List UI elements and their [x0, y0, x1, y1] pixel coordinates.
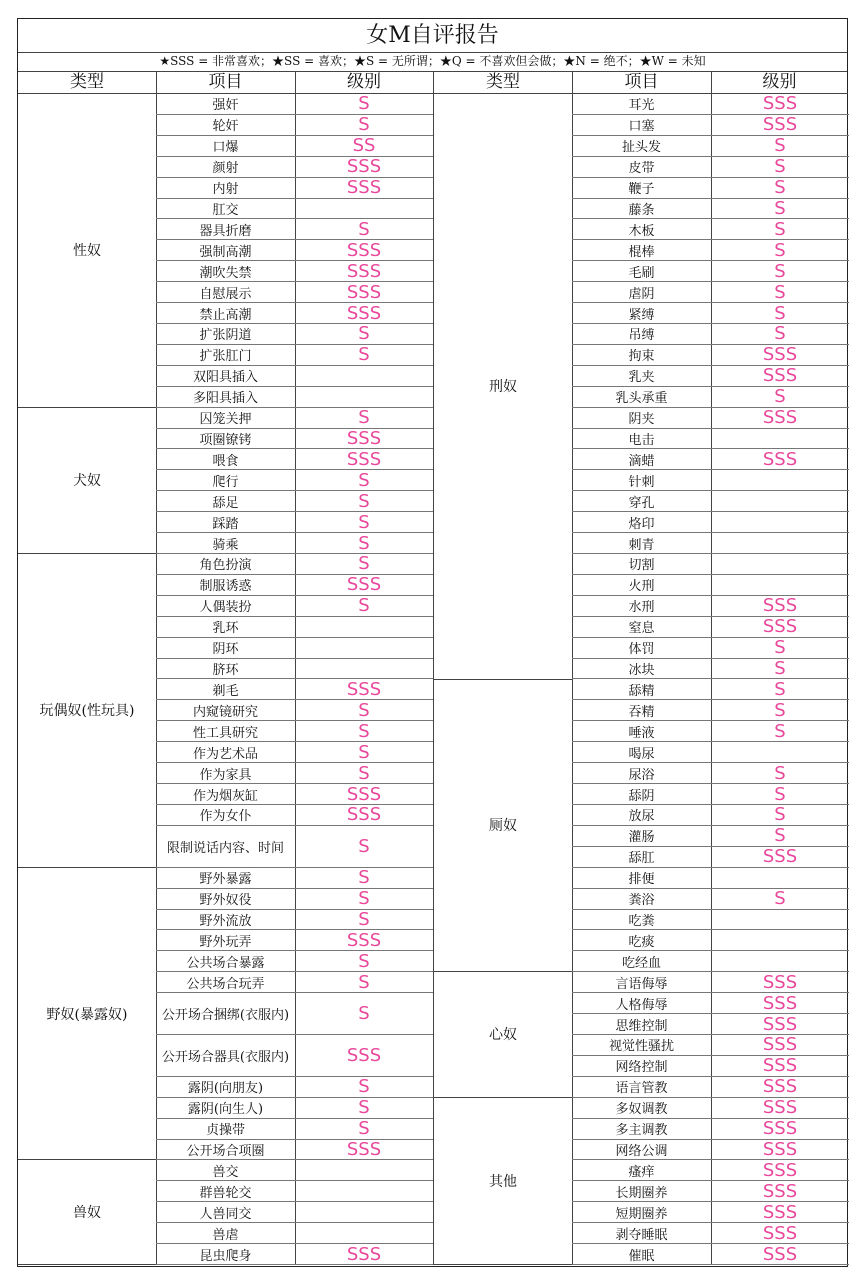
category-label: 性奴 — [18, 94, 156, 408]
item-level — [711, 868, 849, 889]
item-name: 滴蜡 — [572, 449, 711, 470]
item-level: SSS — [711, 449, 849, 470]
item-level: SSS — [711, 1077, 849, 1098]
item-name: 长期圈养 — [572, 1181, 711, 1202]
item-name: 吃经血 — [572, 951, 711, 972]
item-name: 兽虐 — [156, 1223, 295, 1244]
item-name: 刺青 — [572, 533, 711, 554]
item-name: 吃痰 — [572, 930, 711, 951]
item-level — [711, 575, 849, 596]
item-name: 公开场合器具(衣服内) — [156, 1035, 295, 1077]
item-level — [711, 470, 849, 491]
item-name: 昆虫爬身 — [156, 1244, 295, 1265]
item-name: 露阴(向朋友) — [156, 1077, 295, 1098]
item-level: SSS — [295, 261, 433, 282]
item-name: 人格侮辱 — [572, 993, 711, 1014]
item-level — [295, 387, 433, 408]
item-name: 思维控制 — [572, 1014, 711, 1035]
item-name: 乳头承重 — [572, 387, 711, 408]
item-name: 拘束 — [572, 345, 711, 366]
item-name: 露阴(向生人) — [156, 1098, 295, 1119]
item-name: 双阳具插入 — [156, 366, 295, 387]
item-name: 吊缚 — [572, 324, 711, 345]
item-name: 喝尿 — [572, 742, 711, 763]
item-name: 踩踏 — [156, 512, 295, 533]
item-level: SSS — [295, 805, 433, 826]
item-level: SSS — [711, 847, 849, 868]
item-level — [295, 659, 433, 680]
item-level: SSS — [711, 1014, 849, 1035]
item-level — [711, 910, 849, 931]
item-name: 内射 — [156, 178, 295, 199]
item-level: S — [711, 136, 849, 157]
item-level: S — [711, 659, 849, 680]
item-name: 扯头发 — [572, 136, 711, 157]
item-level: SSS — [295, 240, 433, 261]
item-level: S — [711, 219, 849, 240]
item-level: S — [295, 596, 433, 617]
item-name: 放尿 — [572, 805, 711, 826]
report-sheet — [17, 18, 848, 1267]
item-name: 舔阴 — [572, 784, 711, 805]
item-name: 剃毛 — [156, 680, 295, 701]
right-table — [433, 71, 848, 1265]
item-name: 语言管教 — [572, 1077, 711, 1098]
item-level: S — [295, 763, 433, 784]
item-level: S — [295, 470, 433, 491]
item-level: SSS — [295, 1244, 433, 1265]
item-name: 水刑 — [572, 596, 711, 617]
item-level: S — [711, 178, 849, 199]
item-level — [711, 951, 849, 972]
item-level: S — [711, 282, 849, 303]
item-name: 排便 — [572, 868, 711, 889]
item-name: 角色扮演 — [156, 554, 295, 575]
item-name: 针刺 — [572, 470, 711, 491]
category-label: 野奴(暴露奴) — [18, 868, 156, 1161]
item-name: 毛刷 — [572, 261, 711, 282]
item-name: 切割 — [572, 554, 711, 575]
header-item: 项目 — [572, 71, 711, 94]
item-level: S — [295, 1098, 433, 1119]
item-name: 剥夺睡眠 — [572, 1223, 711, 1244]
item-name: 紧缚 — [572, 303, 711, 324]
item-name: 多阳具插入 — [156, 387, 295, 408]
item-level: S — [711, 240, 849, 261]
item-level: S — [295, 826, 433, 868]
item-name: 耳光 — [572, 94, 711, 115]
item-level: S — [711, 324, 849, 345]
item-name: 颜射 — [156, 157, 295, 178]
item-name: 限制说话内容、时间 — [156, 826, 295, 868]
item-name: 自慰展示 — [156, 282, 295, 303]
header-level: 级别 — [711, 71, 848, 94]
item-level: SSS — [711, 1056, 849, 1077]
item-name: 内窥镜研究 — [156, 700, 295, 721]
item-level: SSS — [295, 575, 433, 596]
item-level: SSS — [711, 408, 849, 429]
item-level: S — [711, 889, 849, 910]
item-level: SSS — [711, 1223, 849, 1244]
report-title: 女M自评报告 — [18, 19, 847, 53]
item-name: 舔精 — [572, 680, 711, 701]
item-name: 作为女仆 — [156, 805, 295, 826]
item-name: 虐阴 — [572, 282, 711, 303]
item-name: 冰块 — [572, 659, 711, 680]
header-type: 类型 — [434, 71, 572, 94]
item-name: 网络公调 — [572, 1140, 711, 1161]
item-level — [295, 366, 433, 387]
item-level: S — [711, 721, 849, 742]
item-name: 公共场合暴露 — [156, 951, 295, 972]
item-level — [711, 512, 849, 533]
item-level: SSS — [711, 94, 849, 115]
item-name: 藤条 — [572, 199, 711, 220]
item-name: 强制高潮 — [156, 240, 295, 261]
item-name: 口爆 — [156, 136, 295, 157]
rating-legend: ★SSS = 非常喜欢；★SS = 喜欢；★S = 无所谓；★Q = 不喜欢但会做；★N = 绝不；★W = 未知 — [18, 52, 847, 72]
item-level: S — [295, 345, 433, 366]
item-level: SSS — [711, 1098, 849, 1119]
item-name: 舔足 — [156, 491, 295, 512]
item-name: 瘙痒 — [572, 1160, 711, 1181]
item-level: SSS — [711, 115, 849, 136]
item-name: 多奴调教 — [572, 1098, 711, 1119]
item-level: S — [295, 972, 433, 993]
item-level: SSS — [295, 282, 433, 303]
item-name: 催眠 — [572, 1244, 711, 1265]
item-name: 骑乘 — [156, 533, 295, 554]
item-name: 制服诱惑 — [156, 575, 295, 596]
item-level: SS — [295, 136, 433, 157]
item-name: 群兽轮交 — [156, 1181, 295, 1202]
item-name: 鞭子 — [572, 178, 711, 199]
item-level: S — [295, 491, 433, 512]
item-level: S — [711, 303, 849, 324]
item-level — [711, 554, 849, 575]
item-level — [295, 638, 433, 659]
item-name: 乳环 — [156, 617, 295, 638]
item-level: S — [295, 115, 433, 136]
item-name: 项圈镣铐 — [156, 429, 295, 450]
item-level: S — [711, 157, 849, 178]
item-name: 野外玩弄 — [156, 930, 295, 951]
item-name: 阴夹 — [572, 408, 711, 429]
header-type: 类型 — [18, 71, 156, 94]
item-name: 肛交 — [156, 199, 295, 220]
item-name: 唾液 — [572, 721, 711, 742]
item-level: S — [711, 826, 849, 847]
item-level: SSS — [295, 1035, 433, 1077]
item-level: SSS — [295, 178, 433, 199]
item-level: SSS — [295, 784, 433, 805]
item-name: 兽交 — [156, 1160, 295, 1181]
item-level: S — [711, 784, 849, 805]
item-name: 喂食 — [156, 449, 295, 470]
item-level: S — [295, 721, 433, 742]
item-level: S — [711, 638, 849, 659]
item-level: S — [295, 1119, 433, 1140]
item-level: S — [295, 951, 433, 972]
item-name: 强奸 — [156, 94, 295, 115]
category-label: 犬奴 — [18, 408, 156, 554]
item-level — [711, 930, 849, 951]
item-name: 野外暴露 — [156, 868, 295, 889]
item-level: S — [295, 868, 433, 889]
item-level: SSS — [711, 1202, 849, 1223]
item-name: 器具折磨 — [156, 219, 295, 240]
item-name: 窒息 — [572, 617, 711, 638]
item-name: 人偶装扮 — [156, 596, 295, 617]
item-level: SSS — [711, 1181, 849, 1202]
item-name: 视觉性骚扰 — [572, 1035, 711, 1056]
item-name: 言语侮辱 — [572, 972, 711, 993]
item-level: SSS — [295, 680, 433, 701]
item-name: 乳夹 — [572, 366, 711, 387]
item-level — [295, 617, 433, 638]
item-name: 人兽同交 — [156, 1202, 295, 1223]
item-name: 作为烟灰缸 — [156, 784, 295, 805]
item-level: SSS — [711, 345, 849, 366]
item-name: 禁止高潮 — [156, 303, 295, 324]
item-level: SSS — [711, 366, 849, 387]
item-name: 烙印 — [572, 512, 711, 533]
item-name: 爬行 — [156, 470, 295, 491]
category-label: 厕奴 — [434, 680, 572, 973]
item-level: SSS — [295, 429, 433, 450]
item-level: SSS — [295, 157, 433, 178]
item-name: 囚笼关押 — [156, 408, 295, 429]
item-name: 尿浴 — [572, 763, 711, 784]
item-level: S — [711, 199, 849, 220]
item-level: S — [711, 700, 849, 721]
item-level: S — [295, 1077, 433, 1098]
item-level — [711, 429, 849, 450]
category-label: 刑奴 — [434, 94, 572, 680]
item-level: S — [295, 889, 433, 910]
item-level: S — [295, 533, 433, 554]
item-name: 作为艺术品 — [156, 742, 295, 763]
item-level: S — [711, 805, 849, 826]
item-level: S — [295, 324, 433, 345]
item-name: 脐环 — [156, 659, 295, 680]
item-level: S — [295, 219, 433, 240]
item-level — [711, 533, 849, 554]
category-label: 其他 — [434, 1098, 572, 1265]
item-name: 电击 — [572, 429, 711, 450]
item-level: S — [295, 993, 433, 1035]
item-name: 野外流放 — [156, 910, 295, 931]
category-label: 心奴 — [434, 972, 572, 1097]
item-level — [711, 742, 849, 763]
item-name: 公开场合项圈 — [156, 1140, 295, 1161]
item-level: SSS — [711, 617, 849, 638]
item-level: S — [711, 763, 849, 784]
item-level — [711, 491, 849, 512]
item-name: 作为家具 — [156, 763, 295, 784]
item-name: 扩张肛门 — [156, 345, 295, 366]
item-level: S — [711, 261, 849, 282]
category-label: 兽奴 — [18, 1160, 156, 1265]
item-level — [295, 1202, 433, 1223]
item-level: SSS — [295, 449, 433, 470]
item-level: SSS — [711, 596, 849, 617]
item-level: SSS — [711, 972, 849, 993]
item-level: S — [711, 387, 849, 408]
item-name: 短期圈养 — [572, 1202, 711, 1223]
item-name: 吞精 — [572, 700, 711, 721]
item-name: 口塞 — [572, 115, 711, 136]
left-table — [18, 71, 433, 1265]
item-level: S — [711, 680, 849, 701]
item-level: SSS — [711, 1244, 849, 1265]
item-level: SSS — [711, 1035, 849, 1056]
item-name: 棍棒 — [572, 240, 711, 261]
item-level: S — [295, 910, 433, 931]
item-name: 阴环 — [156, 638, 295, 659]
item-level: S — [295, 700, 433, 721]
category-label: 玩偶奴(性玩具) — [18, 554, 156, 868]
item-name: 潮吹失禁 — [156, 261, 295, 282]
item-name: 灌肠 — [572, 826, 711, 847]
item-name: 皮带 — [572, 157, 711, 178]
item-level — [295, 199, 433, 220]
item-level: SSS — [295, 303, 433, 324]
item-name: 贞操带 — [156, 1119, 295, 1140]
item-name: 扩张阴道 — [156, 324, 295, 345]
item-name: 网络控制 — [572, 1056, 711, 1077]
item-name: 野外奴役 — [156, 889, 295, 910]
item-name: 公开场合捆绑(衣服内) — [156, 993, 295, 1035]
header-item: 项目 — [156, 71, 295, 94]
item-name: 轮奸 — [156, 115, 295, 136]
item-name: 多主调教 — [572, 1119, 711, 1140]
item-name: 性工具研究 — [156, 721, 295, 742]
item-name: 体罚 — [572, 638, 711, 659]
item-name: 舔肛 — [572, 847, 711, 868]
item-level: SSS — [711, 1119, 849, 1140]
header-level: 级别 — [295, 71, 433, 94]
item-level: SSS — [295, 930, 433, 951]
item-name: 吃粪 — [572, 910, 711, 931]
item-name: 穿孔 — [572, 491, 711, 512]
item-level: SSS — [711, 993, 849, 1014]
item-level: SSS — [711, 1140, 849, 1161]
item-name: 木板 — [572, 219, 711, 240]
item-level — [295, 1160, 433, 1181]
item-level: SSS — [711, 1160, 849, 1181]
item-name: 火刑 — [572, 575, 711, 596]
item-level: S — [295, 554, 433, 575]
item-level — [295, 1181, 433, 1202]
item-level: S — [295, 408, 433, 429]
item-name: 粪浴 — [572, 889, 711, 910]
item-level: S — [295, 742, 433, 763]
item-level — [295, 1223, 433, 1244]
item-name: 公共场合玩弄 — [156, 972, 295, 993]
item-level: S — [295, 94, 433, 115]
item-level: SSS — [295, 1140, 433, 1161]
item-level: S — [295, 512, 433, 533]
